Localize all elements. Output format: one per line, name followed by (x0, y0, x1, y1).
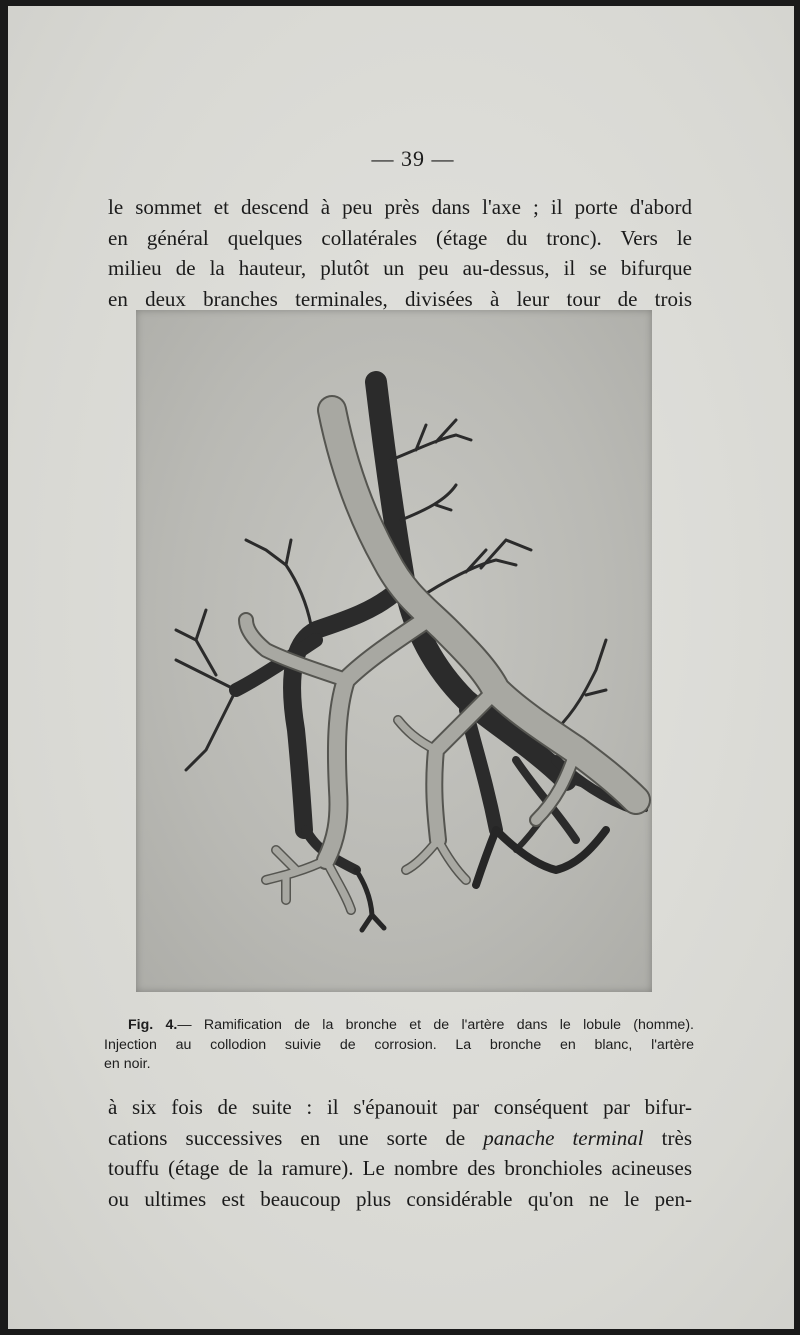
paragraph-top (108, 192, 692, 314)
text-line: touffu (étage de la ramure). Le nombre des bronchioles acineuses (108, 1156, 692, 1180)
text-line (108, 1123, 692, 1154)
caption-line: Injection au collodion suivie de corrosion. La bronche en blanc, l'artère (104, 1036, 694, 1053)
figure-plate (136, 310, 652, 992)
text-line: le sommet et descend à peu près dans l'axe ; il porte d'abord (108, 195, 692, 219)
bronchial-tree-illustration (136, 310, 652, 992)
text-line: ou ultimes est beaucoup plus considérable qu'on ne le pen- (108, 1186, 692, 1211)
emphasis-term: panache terminal (483, 1125, 644, 1150)
figure-caption (104, 1016, 694, 1075)
caption-line (104, 1016, 694, 1036)
page-number: — 39 — (371, 146, 455, 171)
text-line: milieu de la hauteur, plutôt un peu au-dessus, il se bifurque (108, 256, 692, 280)
text-line: en deux branches terminales, divisées à leur tour de trois (108, 286, 692, 311)
text-fragment: cations successives en une sorte de (108, 1125, 484, 1150)
text-line: à six fois de suite : il s'épanouit par conséquent par bifur- (108, 1095, 692, 1119)
caption-line: en noir. (104, 1056, 151, 1072)
book-page (8, 6, 794, 1329)
paragraph-bottom (108, 1092, 692, 1214)
text-line: en général quelques collatérales (étage du tronc). Vers le (108, 225, 692, 250)
text-fragment: très (643, 1125, 692, 1150)
dark-lower-branches (356, 830, 606, 930)
figure-label: Fig. 4. (128, 1017, 178, 1033)
caption-text: — Ramification de la bronche et de l'artère dans le lobule (homme). (177, 1017, 694, 1033)
